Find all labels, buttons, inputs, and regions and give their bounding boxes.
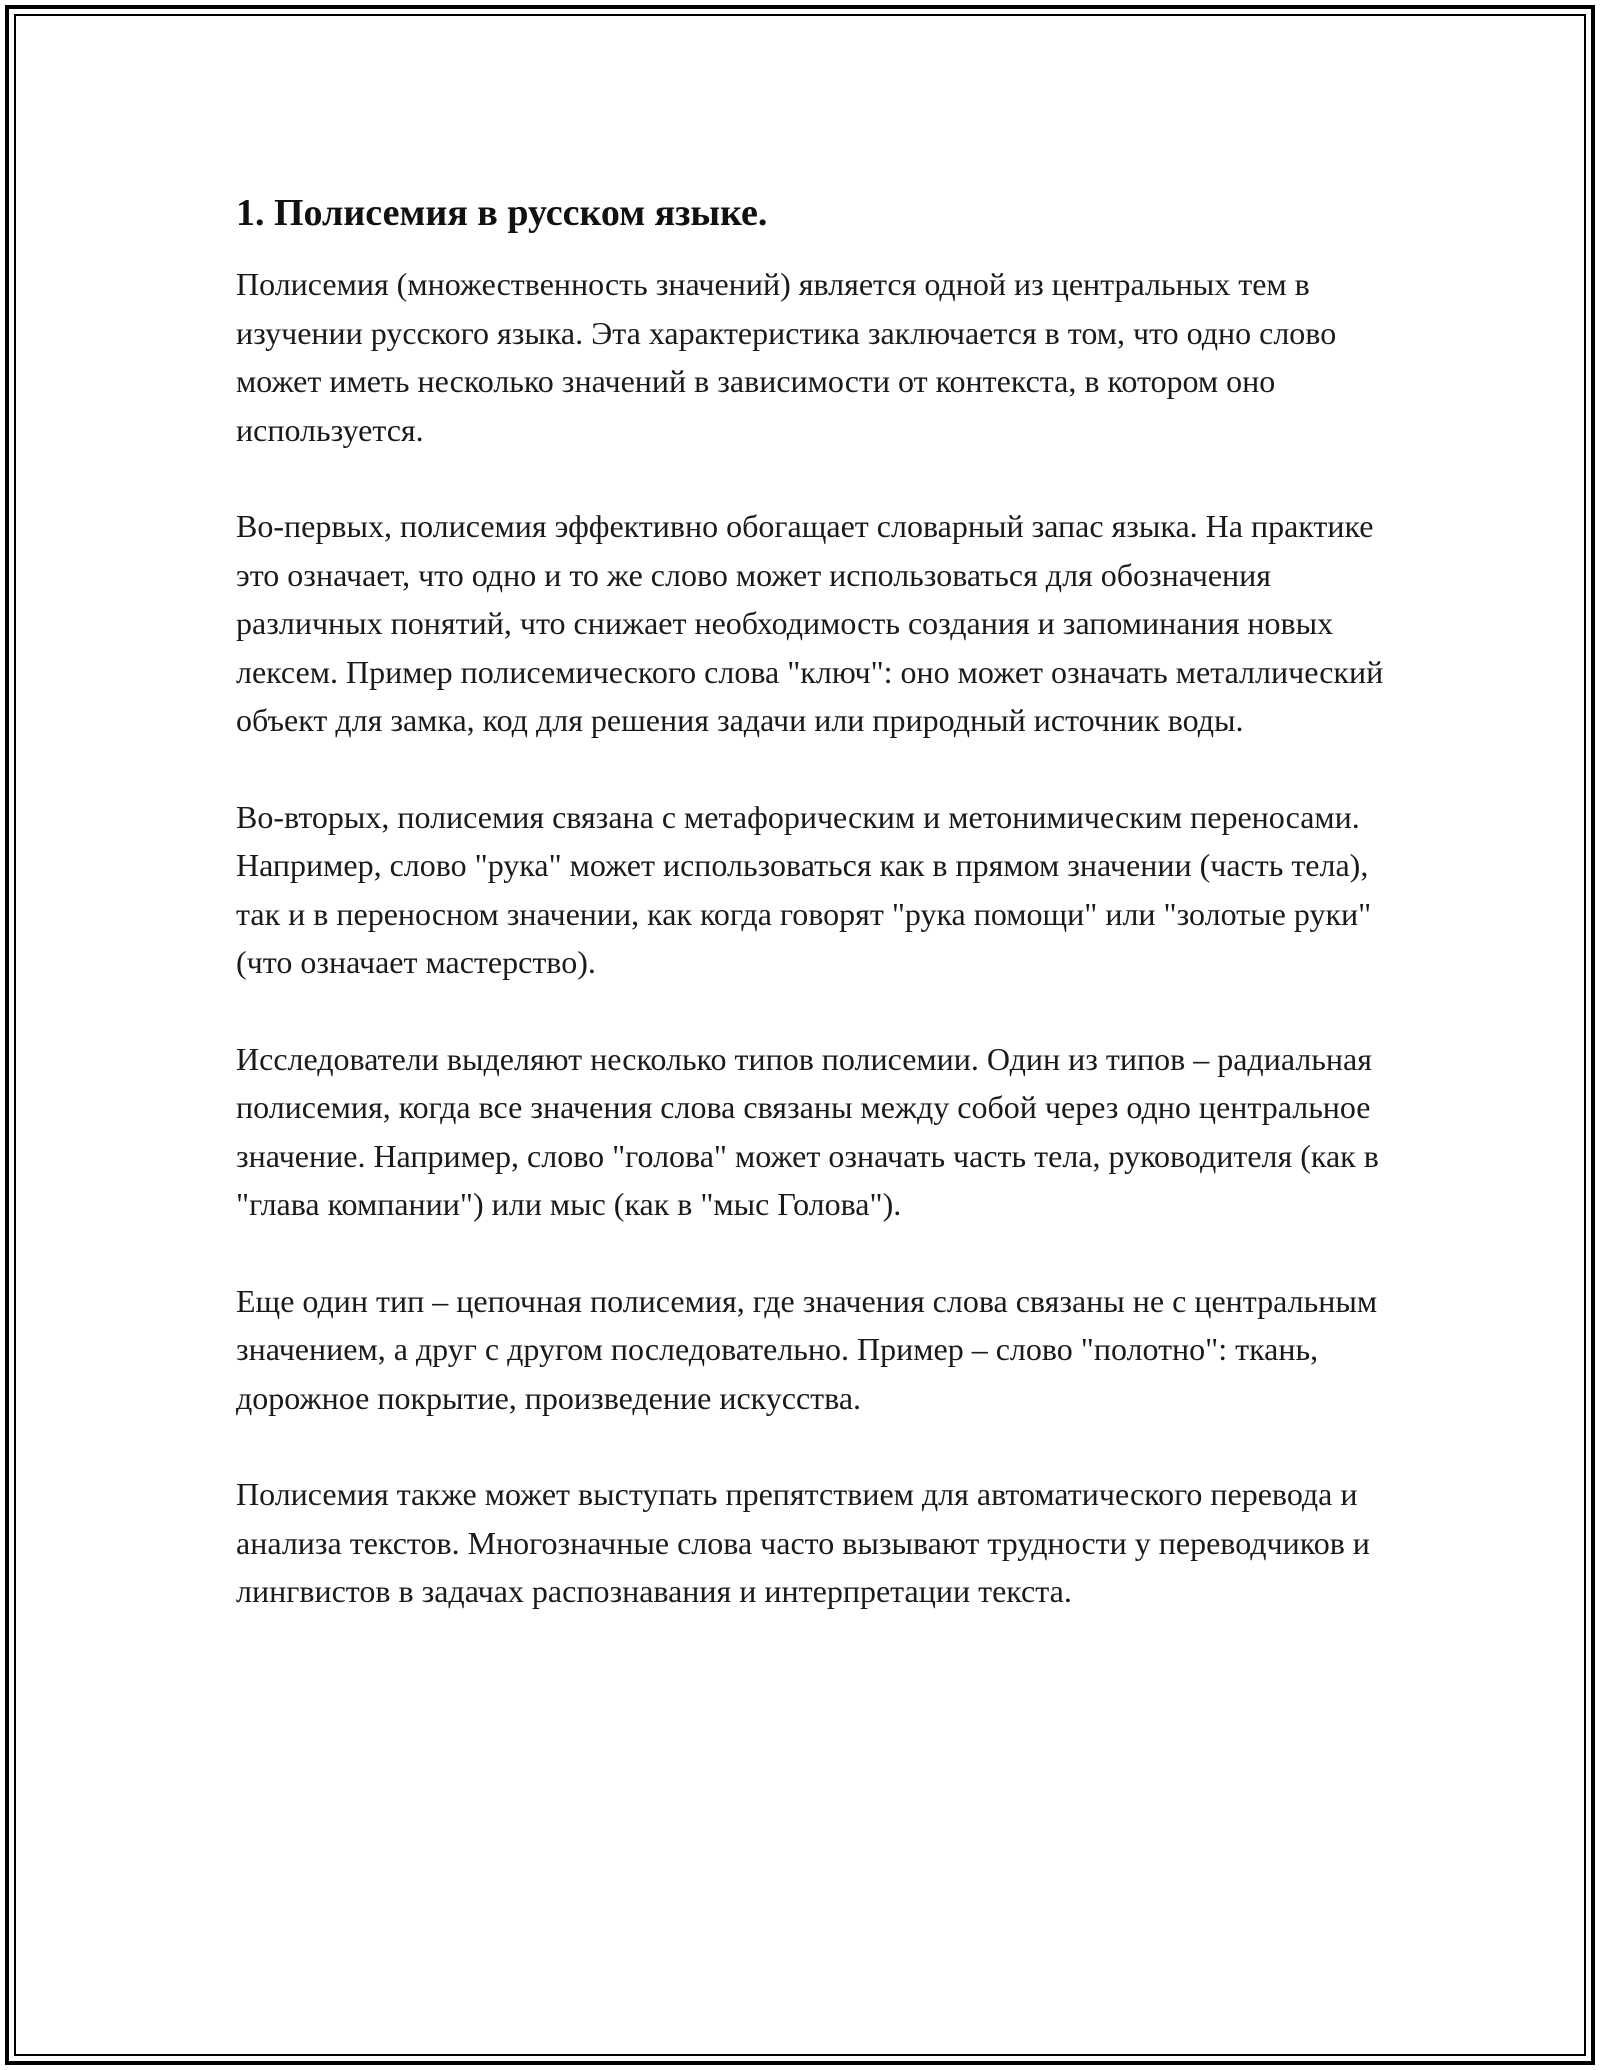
paragraph-second: Во-вторых, полисемия связана с метафорическим и метонимическим переносами. Например, слово "рука" может использоваться как в прямом значении (часть тела), так и в переносном значении, как когда говорят "рука помощи" или "золотые руки" (что означает мастерство). [236,798,1372,980]
paragraph-first: Во-первых, полисемия эффективно обогащает словарный запас языка. На практике это означает, что одно и то же слово может использоваться для обозначения различных понятий, что снижает необходимость создания и запоминания новых лексем. Пример полисемического слова "ключ": оно может означать металлический объект для замка, код для решения задачи или природный источник воды. [236,508,1384,738]
paragraph-chain: Еще один тип – цепочная полисемия, где значения слова связаны не с центральным значением, а друг с другом последовательно. Пример – слово "полотно": ткань, дорожное покрытие, произведение искусства. [236,1282,1378,1416]
paragraph-translation: Полисемия также может выступать препятствием для автоматического перевода и анализа текстов. Многозначные слова часто вызывают трудности у переводчиков и лингвистов в задачах распознавания и интерпретации текста. [236,1476,1370,1609]
paragraph-intro: Полисемия (множественность значений) является одной из центральных тем в изучении русского языка. Эта характеристика заключается в том, что одно слово может иметь несколько значений в зависимости от контекста, в котором оно используется. [236,266,1337,448]
paragraph-types: Исследователи выделяют несколько типов полисемии. Один из типов – радиальная полисемия, когда все значения слова связаны между собой через одно центральное значение. Например, слово "голова" может означать часть тела, руководителя (как в "глава компании") или мыс (как в "мыс Голова"). [236,1040,1379,1222]
document-body [236,188,1386,1664]
section-heading: 1. Полисемия в русском языке. [236,192,768,234]
